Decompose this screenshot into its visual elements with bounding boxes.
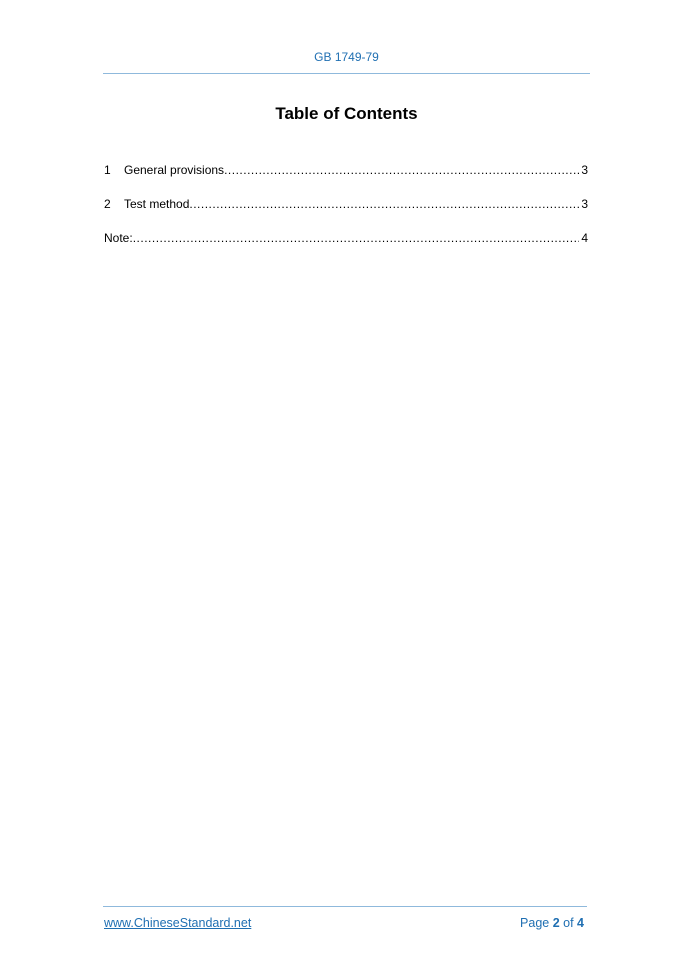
page-total: 4 [577, 916, 584, 930]
footer-website-link[interactable]: www.ChineseStandard.net [104, 916, 252, 930]
toc-entry-note[interactable] [104, 230, 588, 247]
toc-entry-label: General provisions [124, 163, 225, 177]
page-indicator [520, 916, 584, 930]
toc-entry-number: 2 [104, 197, 111, 211]
page-of: of [559, 916, 578, 930]
toc-leader-dots [189, 196, 579, 213]
toc-title: Table of Contents [275, 104, 418, 123]
toc-entry-number: 1 [104, 163, 111, 177]
toc-entry-general-provisions[interactable] [104, 162, 588, 179]
toc-entry-page: 3 [581, 163, 588, 177]
toc-leader-dots [224, 162, 579, 179]
toc-leader-dots [133, 230, 580, 247]
toc-entry-page: 4 [581, 231, 588, 245]
header-divider [103, 73, 590, 74]
toc-list [104, 162, 588, 264]
toc-entry-page: 3 [581, 197, 588, 211]
document-code-header: GB 1749-79 [314, 50, 379, 64]
toc-entry-label: Note: [104, 231, 133, 245]
footer-divider [103, 906, 587, 907]
toc-entry-test-method[interactable] [104, 196, 588, 213]
page-current: 2 [552, 916, 560, 930]
page-prefix: Page [520, 916, 553, 930]
toc-entry-label: Test method [124, 197, 190, 211]
